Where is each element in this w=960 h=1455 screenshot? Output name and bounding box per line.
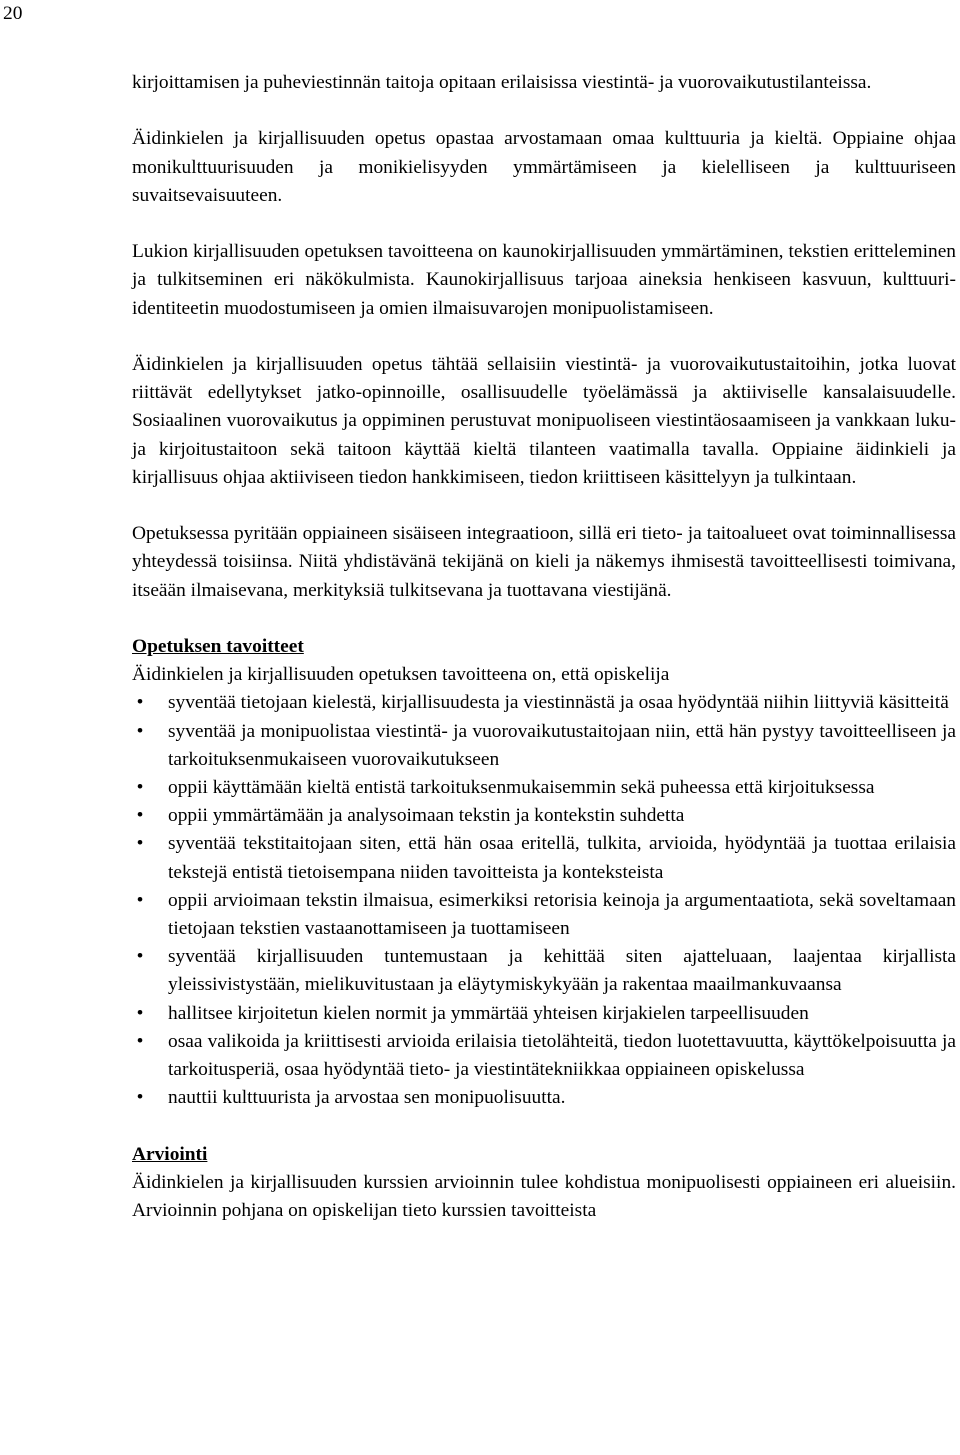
list-item — [132, 1000, 956, 1028]
goals-intro: Äidinkielen ja kirjallisuuden opetuksen tavoitteena on, että opiskelija — [132, 664, 670, 686]
assessment-section — [132, 1141, 956, 1226]
bullet-icon: • — [136, 833, 144, 855]
assessment-heading: Arviointi — [132, 1143, 208, 1165]
list-item — [132, 774, 956, 802]
list-item-text: syventää kirjallisuuden tuntemustaan ja kehittää siten ajatteluaan, laajentaa kirjallista yleissivistystään, mielikuvitustaan ja eläytymiskykyään ja rakentaa maailmankuvaansa — [168, 946, 956, 996]
list-item — [132, 718, 956, 774]
paragraph-communication-skills: kirjoittamisen ja puheviestinnän taitoja opitaan erilaisissa viestintä- ja vuorovaikutustilanteissa. — [132, 72, 872, 93]
list-item-text: oppii ymmärtämään ja analysoimaan tekstin ja kontekstin suhdetta — [168, 805, 685, 827]
list-item — [132, 689, 956, 717]
page-number: 20 — [3, 3, 23, 24]
list-item-text: syventää tekstitaitojaan siten, että hän osaa eritellä, tulkita, arvioida, hyödyntää ja tuottaa erilaisia tekstejä entistä tietoisempana niiden tavoitteista ja konteksteista — [168, 833, 956, 883]
list-item-text: oppii arvioimaan tekstin ilmaisua, esimerkiksi retorisia keinoja ja argumentaatiota, sekä soveltamaan tietojaan tekstien vastaanottamiseen ja tuottamiseen — [168, 889, 956, 940]
bullet-icon: • — [136, 889, 144, 911]
paragraph-literature-teaching: Lukion kirjallisuuden opetuksen tavoitteena on kaunokirjallisuuden ymmärtäminen, tekstien eritteleminen ja tulkitseminen eri näkökulmista. Kaunokirjallisuus tarjoaa aineksia henkiseen kasvuun, kulttuuri-identiteetin muodostumiseen ja omien ilmaisuvarojen monipuolistamiseen. — [132, 241, 956, 319]
list-item-text: oppii käyttämään kieltä entistä tarkoituksenmukaisemmin sekä puheessa että kirjoituksessa — [168, 777, 875, 798]
goals-heading: Opetuksen tavoitteet — [132, 635, 304, 657]
list-item — [132, 1084, 956, 1112]
paragraph-interaction-skills: Äidinkielen ja kirjallisuuden opetus tähtää sellaisiin viestintä- ja vuorovaikutustaitoihin, jotka luovat riittävät edellytykset jatko-opinnoille, osallisuudelle työelämässä ja aktiiviselle kansalaisuudelle. Sosiaalinen vuorovaikutus ja oppiminen perustuvat monipuoliseen viestintäosaamiseen ja vankkaan luku- ja kirjoitustaitoon sekä taitoon käyttää kieltä tilanteen vaatimalla tavalla. Oppiaine äidinkieli ja kirjallisuus ohjaa aktiiviseen tiedon hankkimiseen, tiedon kriittiseen käsittelyyn ja tulkintaan. — [132, 353, 956, 488]
paragraph-integration: Opetuksessa pyritään oppiaineen sisäiseen integraatioon, sillä eri tieto- ja taitoalueet ovat toiminnallisessa yhteydessä toisiinsa. Niitä yhdistävänä tekijänä on kieli ja näkemys ihmisestä tavoitteellisesti toimivana, itseään ilmaisevana, merkityksiä tulkitsevana ja tuottavana viestijänä. — [132, 523, 956, 601]
list-item-text: hallitsee kirjoitetun kielen normit ja ymmärtää yhteisen kirjakielen tarpeellisuuden — [168, 1002, 809, 1024]
bullet-icon: • — [136, 1030, 144, 1052]
goals-section — [132, 633, 956, 1112]
list-item — [132, 830, 956, 886]
bullet-icon: • — [136, 805, 144, 827]
document-body — [132, 69, 956, 1225]
list-item — [132, 943, 956, 999]
list-item-text: osaa valikoida ja kriittisesti arvioida erilaisia tietolähteitä, tiedon luotettavuutta, käyttökelpoisuutta ja tarkoitusperiä, osaa hyödyntää tieto- ja viestintätekniikkaa oppiaineen opiskelussa — [168, 1030, 956, 1081]
paragraph-culture: Äidinkielen ja kirjallisuuden opetus opastaa arvostamaan omaa kulttuuria ja kieltä. Oppiaine ohjaa monikulttuurisuuden ja monikielisyyden ymmärtämiseen ja kielelliseen ja kulttuuriseen suvaitsevaisuuteen. — [132, 128, 956, 206]
bullet-icon: • — [136, 692, 144, 714]
goals-list — [132, 689, 956, 1112]
list-item — [132, 1028, 956, 1084]
list-item-text: nauttii kulttuurista ja arvostaa sen monipuolisuutta. — [168, 1087, 566, 1109]
list-item-text: syventää ja monipuolistaa viestintä- ja vuorovaikutustaitojaan niin, että hän pystyy tavoitteelliseen ja tarkoituksenmukaiseen vuorovaikutukseen — [168, 720, 956, 770]
bullet-icon: • — [136, 777, 144, 798]
bullet-icon: • — [136, 720, 144, 742]
list-item — [132, 802, 956, 830]
assessment-text: Äidinkielen ja kirjallisuuden kurssien arvioinnin tulee kohdistua monipuolisesti oppiaineen eri alueisiin. Arvioinnin pohjana on opiskelijan tieto kurssien tavoitteista — [132, 1171, 956, 1222]
bullet-icon: • — [136, 1002, 144, 1024]
list-item — [132, 887, 956, 943]
bullet-icon: • — [136, 1087, 144, 1109]
list-item-text: syventää tietojaan kielestä, kirjallisuudesta ja viestinnästä ja osaa hyödyntää niihin liittyviä käsitteitä — [168, 692, 949, 714]
bullet-icon: • — [136, 946, 144, 968]
